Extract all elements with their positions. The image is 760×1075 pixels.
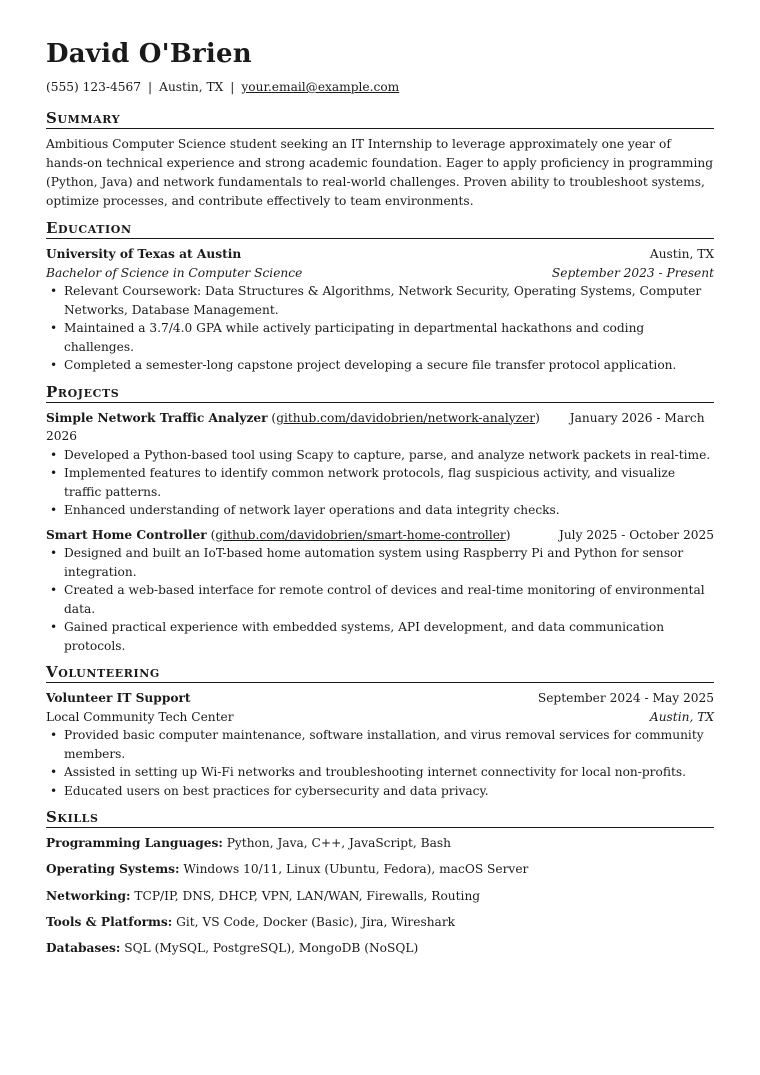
- list-item: • Educated users on best practices for cybersecurity and data privacy.: [64, 782, 714, 801]
- volunteer-header-row: [46, 689, 714, 708]
- skills-section: [46, 808, 714, 958]
- list-item: • Assisted in setting up Wi-Fi networks and troubleshooting internet connectivity for local non-profits.: [64, 763, 714, 782]
- volunteer-role: Volunteer IT Support: [46, 691, 191, 705]
- skill-label: Operating Systems:: [46, 862, 180, 877]
- bullet-icon: •: [50, 620, 58, 634]
- project-link[interactable]: github.com/davidobrien/smart-home-controller: [215, 527, 506, 542]
- list-item: • Maintained a 3.7/4.0 GPA while actively participating in departmental hackathons and coding challenges.: [50, 321, 645, 354]
- location: Austin, TX: [159, 80, 224, 94]
- section-title-education: Education: [46, 219, 714, 239]
- volunteer-location: Austin, TX: [649, 709, 714, 724]
- education-degree-row: [46, 264, 714, 283]
- project-header: Smart Home Controller (github.com/davidobrien/smart-home-controller) July 2025 - October 2025: [46, 526, 714, 545]
- separator: |: [230, 80, 235, 94]
- volunteer-org: Local Community Tech Center: [46, 709, 234, 724]
- skill-label: Tools & Platforms:: [46, 914, 173, 929]
- volunteering-section: [46, 663, 714, 800]
- phone-number: (555) 123-4567: [46, 80, 142, 94]
- volunteer-dates: September 2024 - May 2025: [537, 691, 714, 705]
- section-title-summary: Summary: [46, 109, 714, 129]
- volunteer-bullets: [46, 726, 714, 800]
- section-title-volunteering: Volunteering: [46, 663, 714, 683]
- skill-label: Networking:: [46, 888, 131, 903]
- skill-line: [46, 887, 714, 906]
- education-section: [46, 219, 714, 375]
- skill-line: [46, 860, 714, 879]
- bullet-icon: •: [50, 503, 58, 517]
- skill-line: [46, 913, 714, 932]
- list-item: • Designed and built an IoT-based home automation system using Raspberry Pi and Python for sensor integration.: [50, 546, 684, 579]
- bullet-icon: •: [50, 466, 58, 480]
- bullet-icon: •: [50, 358, 58, 372]
- degree: Bachelor of Science in Computer Science: [46, 265, 303, 280]
- list-item: • Implemented features to identify common network protocols, flag suspicious activity, and visualize traffic patterns.: [50, 466, 676, 499]
- bullet-icon: •: [50, 284, 58, 298]
- bullet-icon: •: [50, 447, 58, 462]
- skill-label: Programming Languages:: [46, 836, 223, 850]
- skill-value: Python, Java, C++, JavaScript, Bash: [226, 836, 452, 850]
- project-bullets: [46, 446, 714, 520]
- school-name: University of Texas at Austin: [46, 247, 242, 261]
- email-link[interactable]: your.email@example.com: [241, 80, 400, 94]
- summary-section: [46, 109, 714, 211]
- project-dates: January 2026 - March 2026: [46, 410, 705, 443]
- candidate-name: David O'Brien: [46, 39, 252, 69]
- project-name: Smart Home Controller: [46, 527, 207, 542]
- bullet-icon: •: [50, 321, 58, 335]
- projects-section: [46, 383, 714, 656]
- project-header: Simple Network Traffic Analyzer (github.com/davidobrien/network-analyzer) January 2026 - March 2026: [46, 410, 705, 443]
- education-dates: September 2023 - Present: [551, 265, 714, 280]
- separator: |: [148, 80, 153, 94]
- bullet-icon: •: [50, 546, 58, 560]
- list-item: • Developed a Python-based tool using Scapy to capture, parse, and analyze network packets in real-time.: [64, 446, 714, 465]
- list-item: • Provided basic computer maintenance, software installation, and virus removal services for community members.: [50, 728, 704, 761]
- education-bullets: [46, 282, 714, 375]
- list-item: • Gained practical experience with embedded systems, API development, and data communication protocols.: [50, 620, 665, 653]
- skill-value: Git, VS Code, Docker (Basic), Jira, Wireshark: [176, 914, 456, 929]
- bullet-icon: •: [50, 765, 58, 779]
- bullet-icon: •: [50, 583, 58, 597]
- list-item: • Enhanced understanding of network layer operations and data integrity checks.: [64, 501, 714, 520]
- volunteer-org-row: [46, 708, 714, 727]
- list-item: • Relevant Coursework: Data Structures & Algorithms, Network Security, Operating Systems, Computer Networks, Database Management.: [50, 284, 702, 317]
- skill-line: [46, 939, 714, 958]
- skill-label: Databases:: [46, 941, 121, 956]
- project-name: Simple Network Traffic Analyzer: [46, 410, 268, 425]
- section-title-skills: Skills: [46, 808, 714, 828]
- project-bullets: [46, 544, 714, 655]
- bullet-icon: •: [50, 783, 58, 798]
- project-link[interactable]: github.com/davidobrien/network-analyzer: [276, 410, 536, 425]
- project-dates: July 2025 - October 2025: [558, 527, 714, 542]
- school-location: Austin, TX: [649, 247, 714, 261]
- skill-value: SQL (MySQL, PostgreSQL), MongoDB (NoSQL): [124, 941, 419, 956]
- list-item: • Created a web-based interface for remote control of devices and real-time monitoring of environmental data.: [50, 583, 705, 616]
- education-header-row: [46, 245, 714, 264]
- summary-text: Ambitious Computer Science student seeking an IT Internship to leverage approximately one year of hands-on technical experience and strong academic foundation. Eager to apply proficiency in programming (Python, Java) and network fundamentals to real-world challenges. Proven ability to troubleshoot systems, optimize processes, and contribute effectively to team environments.: [46, 137, 714, 208]
- contact-line: [46, 79, 714, 95]
- skill-value: Windows 10/11, Linux (Ubuntu, Fedora), macOS Server: [183, 862, 529, 877]
- skill-value: TCP/IP, DNS, DHCP, VPN, LAN/WAN, Firewalls, Routing: [134, 888, 481, 903]
- section-title-projects: Projects: [46, 383, 714, 403]
- list-item: • Completed a semester-long capstone project developing a secure file transfer protocol application.: [64, 356, 714, 375]
- bullet-icon: •: [50, 728, 58, 742]
- skill-line: [46, 834, 714, 853]
